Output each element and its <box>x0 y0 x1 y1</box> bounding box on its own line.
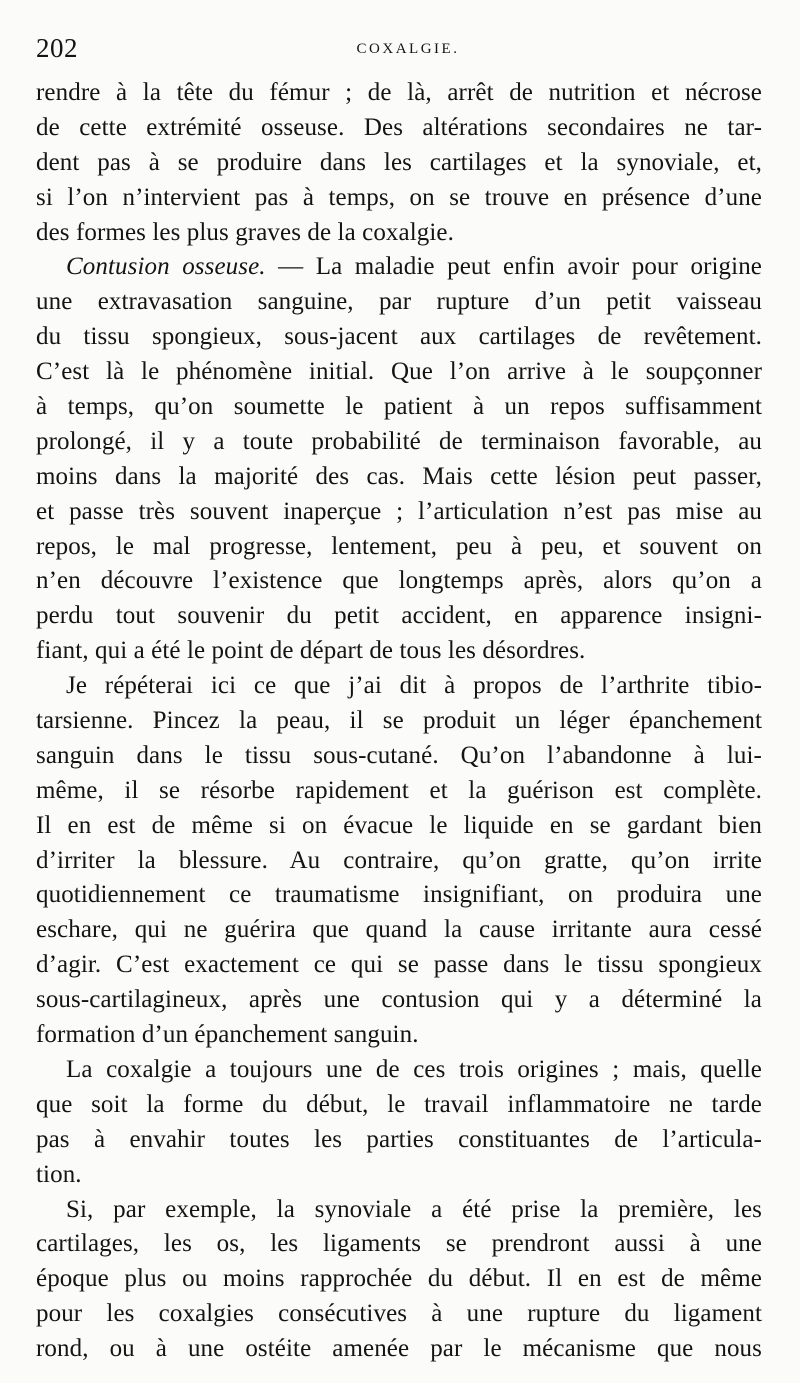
running-title: COXALGIE. <box>356 41 460 57</box>
text-line: et passe très souvent inaperçue ; l’articulation n’est pas mise au <box>36 497 762 525</box>
section-heading-contusion-osseuse: Contusion osseuse. <box>66 253 266 281</box>
page-number: 202 <box>36 33 78 63</box>
text-line: de cette extrémité osseuse. Des altérations secondaires ne tar- <box>36 113 762 141</box>
section-line <box>36 250 762 285</box>
body-text <box>36 76 762 1367</box>
text-line: perdu tout souvenir du petit accident, en apparence insigni- <box>36 602 762 630</box>
text-line: repos, le mal progresse, lentement, peu à peu, et souvent on <box>36 532 762 560</box>
text-line: moins dans la majorité des cas. Mais cette lésion peut passer, <box>36 462 762 490</box>
text-line: prolongé, il y a toute probabilité de terminaison favorable, au <box>36 427 762 455</box>
text-line: des formes les plus graves de la coxalgie. <box>36 218 454 246</box>
paragraph-first-line: Je répéterai ici ce que j’ai dit à propos de l’arthrite tibio- <box>66 672 762 700</box>
text-line: d’irriter la blessure. Au contraire, qu’on gratte, qu’on irrite <box>36 846 762 874</box>
text-line: une extravasation sanguine, par rupture d’un petit vaisseau <box>36 288 762 316</box>
text-line: époque plus ou moins rapprochée du début. Il en est de même <box>36 1265 762 1293</box>
paragraph-first-line: La coxalgie a toujours une de ces trois origines ; mais, quelle <box>66 1055 762 1083</box>
text-line: formation d’un épanchement sanguin. <box>36 1021 419 1049</box>
text-line: que soit la forme du début, le travail inflammatoire ne tarde <box>36 1090 762 1118</box>
text-line: pour les coxalgies consécutives à une rupture du ligament <box>36 1300 762 1328</box>
text-line: quotidiennement ce traumatisme insignifiant, on produira une <box>36 881 762 909</box>
text-line: sous-cartilagineux, après une contusion qui y a déterminé la <box>36 986 762 1014</box>
text-line: rond, ou à une ostéite amenée par le mécanisme que nous <box>36 1335 762 1363</box>
text-line: n’en découvre l’existence que longtemps après, alors qu’on a <box>36 567 762 595</box>
running-head <box>36 30 760 66</box>
text-line: du tissu spongieux, sous-jacent aux cartilages de revêtement. <box>36 323 762 351</box>
text-line: rendre à la tête du fémur ; de là, arrêt de nutrition et nécrose <box>36 79 762 106</box>
section-lead-text: — La maladie peut enfin avoir pour origine <box>265 253 762 281</box>
paragraph-first-line: Si, par exemple, la synoviale a été prise la première, les <box>66 1195 762 1223</box>
text-line: cartilages, les os, les ligaments se prendront aussi à une <box>36 1230 762 1258</box>
text-line: fiant, qui a été le point de départ de tous les désordres. <box>36 637 586 665</box>
text-line: même, il se résorbe rapidement et la guérison est complète. <box>36 776 762 804</box>
text-line: tion. <box>36 1160 82 1188</box>
text-line: pas à envahir toutes les parties constituantes de l’articula- <box>36 1125 762 1153</box>
text-line: eschare, qui ne guérira que quand la cause irritante aura cessé <box>36 916 762 944</box>
text-line: sanguin dans le tissu sous-cutané. Qu’on l’abandonne à lui- <box>36 741 762 769</box>
text-line: tarsienne. Pincez la peau, il se produit un léger épanchement <box>36 707 762 735</box>
text-line: si l’on n’intervient pas à temps, on se trouve en présence d’une <box>36 183 762 211</box>
text-line: Il en est de même si on évacue le liquide en se gardant bien <box>36 811 762 839</box>
text-line: dent pas à se produire dans les cartilages et la synoviale, et, <box>36 148 762 176</box>
text-line: à temps, qu’on soumette le patient à un repos suffisamment <box>36 393 762 421</box>
text-line: C’est là le phénomène initial. Que l’on arrive à le soupçonner <box>36 358 762 386</box>
text-line: d’agir. C’est exactement ce qui se passe dans le tissu spongieux <box>36 951 762 979</box>
